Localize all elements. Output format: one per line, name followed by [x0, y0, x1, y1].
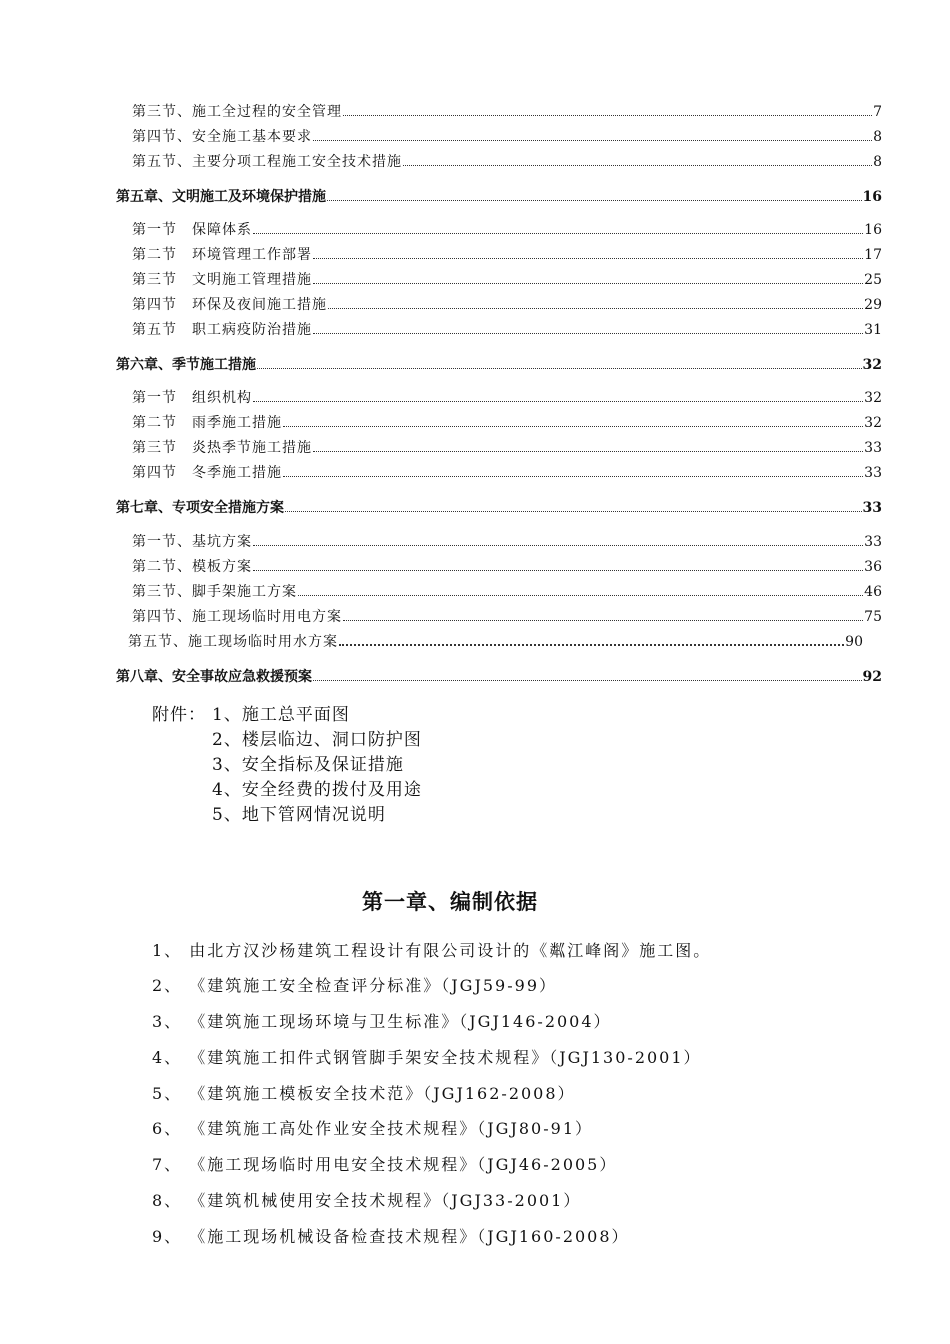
- toc-leader-dots: [253, 232, 863, 234]
- toc-entry-page: 32: [864, 390, 882, 406]
- toc-leader-dots: [313, 450, 863, 452]
- toc-entry-page: 8: [873, 154, 882, 170]
- toc-entry-page: 29: [864, 297, 882, 313]
- toc-chapter-page: 92: [862, 669, 882, 685]
- toc-entry-page: 36: [864, 559, 882, 575]
- toc-leader-dots: [328, 307, 863, 309]
- toc-leader-dots: [313, 282, 863, 284]
- toc-entry-title: 第三节、脚手架施工方案: [132, 584, 297, 600]
- attachment-item: 3、安全指标及保证措施: [212, 755, 404, 775]
- toc-entry-title: 第一节 保障体系: [132, 222, 252, 238]
- toc-entry-title: 第五节、主要分项工程施工安全技术措施: [132, 154, 402, 170]
- toc-chapter-entry[interactable]: [116, 186, 882, 206]
- toc-leader-dots: [298, 594, 863, 596]
- toc-chapter-entry[interactable]: [116, 666, 882, 686]
- attachment-item: 2、楼层临边、洞口防护图: [212, 730, 422, 750]
- toc-entry-page: 25: [864, 272, 882, 288]
- toc-leader-dots: [257, 367, 862, 369]
- toc-entry-title: 第五节 职工病疫防治措施: [132, 322, 312, 338]
- toc-leader-dots: [283, 425, 863, 427]
- toc-entry-title: 第二节 环境管理工作部署: [132, 247, 312, 263]
- toc-entry[interactable]: [132, 606, 882, 626]
- toc-chapter-title: 第八章、安全事故应急救援预案: [116, 669, 312, 685]
- toc-leader-dots: [343, 619, 863, 621]
- reference-item: 9、 《施工现场机械设备检查技术规程》（JGJ160-2008）: [152, 1227, 630, 1246]
- toc-chapter-title: 第五章、文明施工及环境保护措施: [116, 189, 326, 205]
- toc-leader-dots: [285, 510, 862, 512]
- toc-chapter-page: 16: [862, 189, 882, 205]
- toc-entry-title: 第一节 组织机构: [132, 390, 252, 406]
- toc-entry-page: 46: [864, 584, 882, 600]
- toc-entry-title: 第三节、施工全过程的安全管理: [132, 104, 342, 120]
- toc-entry[interactable]: [132, 437, 882, 457]
- toc-entry-page: 33: [864, 440, 882, 456]
- reference-item: 8、 《建筑机械使用安全技术规程》（JGJ33-2001）: [152, 1191, 582, 1210]
- toc-entry[interactable]: [132, 412, 882, 432]
- chapter-heading: 第一章、编制依据: [362, 889, 538, 914]
- attachments-label: 附件：: [152, 705, 206, 725]
- toc-entry-title: 第三节 炎热季节施工措施: [132, 440, 312, 456]
- toc-entry-title: 第四节 环保及夜间施工措施: [132, 297, 327, 313]
- attachment-item: 4、安全经费的拨付及用途: [212, 780, 422, 800]
- toc-leader-dots: [313, 679, 862, 681]
- toc-entry[interactable]: [132, 126, 882, 146]
- toc-entry-page: 75: [864, 609, 882, 625]
- toc-entry-page: 17: [864, 247, 882, 263]
- reference-item: 3、 《建筑施工现场环境与卫生标准》（JGJ146-2004）: [152, 1012, 612, 1031]
- toc-entry-page: 33: [864, 534, 882, 550]
- toc-entry[interactable]: [132, 531, 882, 551]
- toc-leader-dots: [313, 257, 863, 259]
- toc-leader-dots: [253, 569, 863, 571]
- toc-entry[interactable]: [132, 244, 882, 264]
- reference-item: 2、 《建筑施工安全检查评分标准》（JGJ59-99）: [152, 976, 558, 995]
- toc-entry-title: 第五节、施工现场临时用水方案: [128, 634, 338, 650]
- reference-item: 5、 《建筑施工模板安全技术范》（JGJ162-2008）: [152, 1084, 576, 1103]
- toc-entry-title: 第四节、施工现场临时用电方案: [132, 609, 342, 625]
- toc-chapter-entry[interactable]: [116, 354, 882, 374]
- toc-entry-title: 第二节、模板方案: [132, 559, 252, 575]
- toc-entry-page: 32: [864, 415, 882, 431]
- toc-chapter-entry[interactable]: [116, 497, 882, 517]
- toc-entry-page: 90: [845, 634, 863, 650]
- toc-leader-dots: [313, 139, 872, 141]
- toc-entry-title: 第一节、基坑方案: [132, 534, 252, 550]
- reference-item: 7、 《施工现场临时用电安全技术规程》（JGJ46-2005）: [152, 1155, 618, 1174]
- toc-entry-title: 第二节 雨季施工措施: [132, 415, 282, 431]
- toc-entry[interactable]: [132, 294, 882, 314]
- toc-chapter-title: 第六章、季节施工措施: [116, 357, 256, 373]
- toc-leader-dots: [403, 164, 872, 166]
- toc-leader-dots: [327, 199, 862, 201]
- toc-entry-page: 16: [864, 222, 882, 238]
- toc-entry[interactable]: [132, 269, 882, 289]
- attachment-item: 5、地下管网情况说明: [212, 805, 386, 825]
- toc-entry-page: 8: [873, 129, 882, 145]
- toc-leader-dots: [339, 643, 844, 646]
- toc-chapter-page: 33: [862, 500, 882, 516]
- toc-entry[interactable]: [128, 631, 863, 651]
- toc-chapter-title: 第七章、专项安全措施方案: [116, 500, 284, 516]
- reference-item: 6、 《建筑施工高处作业安全技术规程》（JGJ80-91）: [152, 1119, 594, 1138]
- toc-entry-page: 33: [864, 465, 882, 481]
- toc-entry[interactable]: [132, 581, 882, 601]
- toc-leader-dots: [283, 475, 863, 477]
- toc-leader-dots: [253, 400, 863, 402]
- toc-entry-page: 7: [873, 104, 882, 120]
- toc-entry-title: 第四节、安全施工基本要求: [132, 129, 312, 145]
- toc-entry-title: 第三节 文明施工管理措施: [132, 272, 312, 288]
- toc-leader-dots: [343, 114, 872, 116]
- toc-chapter-page: 32: [862, 357, 882, 373]
- toc-entry[interactable]: [132, 219, 882, 239]
- toc-entry[interactable]: [132, 151, 882, 171]
- toc-entry-page: 31: [864, 322, 882, 338]
- toc-entry[interactable]: [132, 462, 882, 482]
- toc-entry[interactable]: [132, 101, 882, 121]
- reference-item: 1、 由北方汉沙杨建筑工程设计有限公司设计的《粼江峰阁》施工图。: [152, 941, 712, 960]
- toc-entry[interactable]: [132, 319, 882, 339]
- attachment-item: 1、施工总平面图: [212, 705, 350, 725]
- toc-leader-dots: [313, 332, 863, 334]
- toc-entry[interactable]: [132, 556, 882, 576]
- toc-entry-title: 第四节 冬季施工措施: [132, 465, 282, 481]
- toc-entry[interactable]: [132, 387, 882, 407]
- reference-item: 4、 《建筑施工扣件式钢管脚手架安全技术规程》（JGJ130-2001）: [152, 1048, 702, 1067]
- toc-leader-dots: [253, 544, 863, 546]
